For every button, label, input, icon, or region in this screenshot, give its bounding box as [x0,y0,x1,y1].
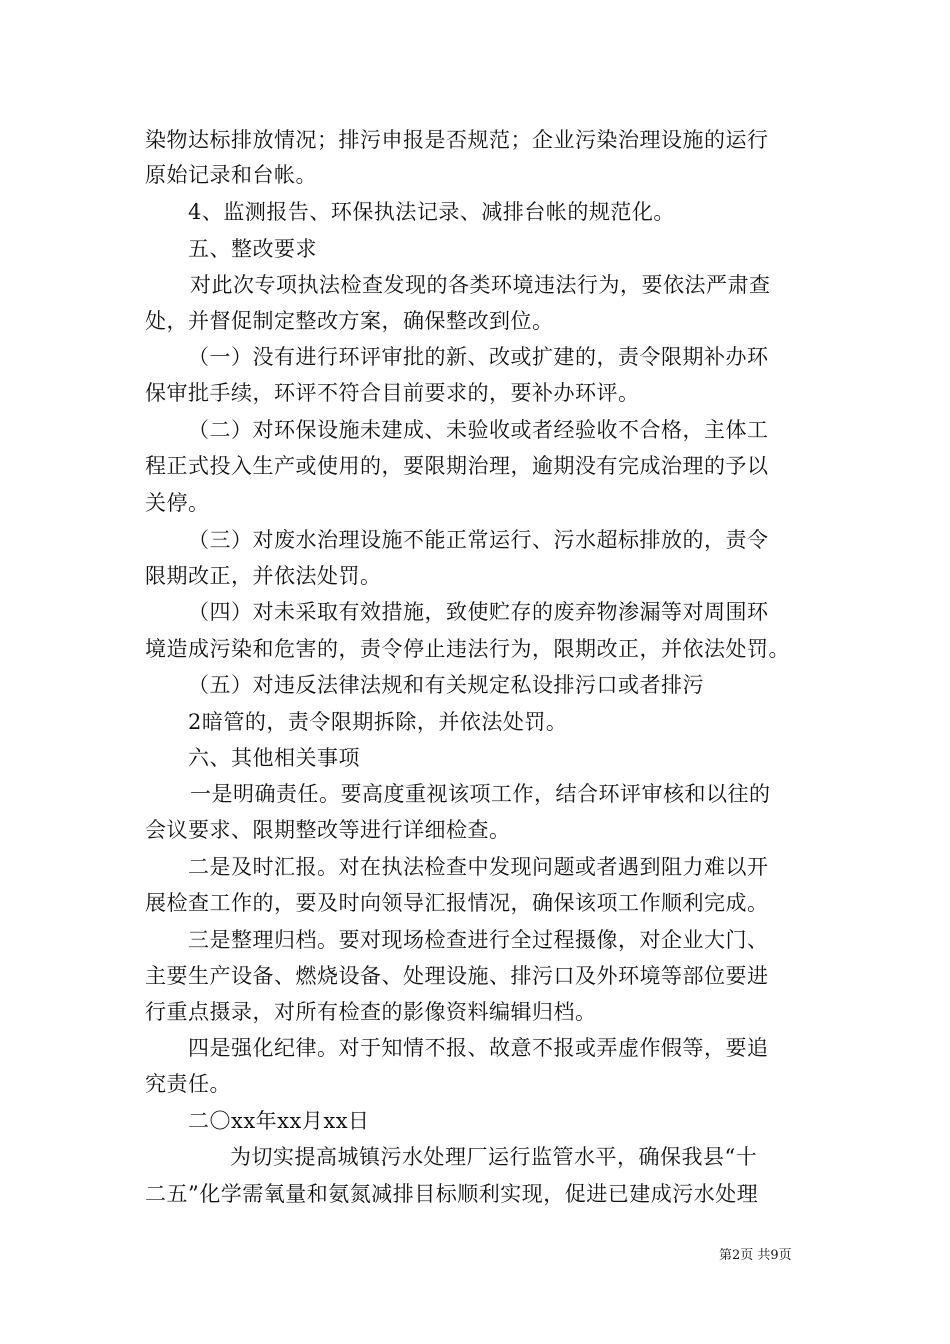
section-heading: 六、其他相关事项 [188,746,360,770]
text-line: 4、监测报告、环保执法记录、减排台帐的规范化。 [188,200,675,224]
section-heading: 五、整改要求 [188,237,317,261]
page-footer: 第2页 共9页 [719,1248,792,1263]
text-line: 保审批手续，环评不符合目前要求的，要补办环评。 [145,381,640,405]
text-line: 对此次专项执法检查发现的各类环境违法行为，要依法严肃查 [190,273,771,297]
text-line: 究责任。 [145,1072,231,1096]
text-line: （四）对未采取有效措施，致使贮存的废弃物渗漏等对周围环 [188,600,769,624]
text-line: （二）对环保设施未建成、未验收或者经验收不合格，主体工 [188,418,769,442]
text-line: 为切实提高城镇污水处理厂运行监管水平，确保我县“十 [230,1145,758,1169]
text-line: 三是整理归档。要对现场检查进行全过程摄像，对企业大门、 [188,928,769,952]
text-line: （五）对违反法律法规和有关规定私设排污口或者排污 [188,673,704,697]
text-line: 一是明确责任。要高度重视该项工作，结合环评审核和以往的 [190,782,771,806]
text-line: 限期改正，并依法处罚。 [145,564,382,588]
text-line: 二是及时汇报。对在执法检查中发现问题或者遇到阻力难以开 [188,855,769,879]
text-line: （三）对废水治理设施不能正常运行、污水超标排放的，责令 [188,528,769,552]
text-line: 主要生产设备、燃烧设备、处理设施、排污口及外环境等部位要进 [145,964,769,988]
text-line: 原始记录和台帐。 [145,163,317,187]
text-line: 关停。 [145,491,210,515]
text-line: 染物达标排放情况；排污申报是否规范；企业污染治理设施的运行 [145,128,769,152]
text-line: 境造成污染和危害的，责令停止违法行为，限期改正，并依法处罚。 [145,637,790,661]
text-line: 会议要求、限期整改等进行详细检查。 [145,818,511,842]
text-line: 2暗管的，责令限期拆除，并依法处罚。 [188,710,568,734]
text-line: 展检查工作的，要及时向领导汇报情况，确保该项工作顺利完成。 [145,891,769,915]
text-line: 行重点摄录，对所有检查的影像资料编辑归档。 [145,1000,597,1024]
text-line: 处，并督促制定整改方案，确保整改到位。 [145,309,554,333]
date-line: 二〇xx年xx月xx日 [188,1109,370,1133]
text-line: 四是强化纪律。对于知情不报、故意不报或弄虚作假等，要追 [188,1036,769,1060]
text-line: 程正式投入生产或使用的，要限期治理，逾期没有完成治理的予以 [145,454,769,478]
text-line: 二五”化学需氧量和氨氮减排目标顺利实现，促进已建成污水处理 [145,1182,759,1206]
text-line: （一）没有进行环评审批的新、改或扩建的，责令限期补办环 [188,345,769,369]
